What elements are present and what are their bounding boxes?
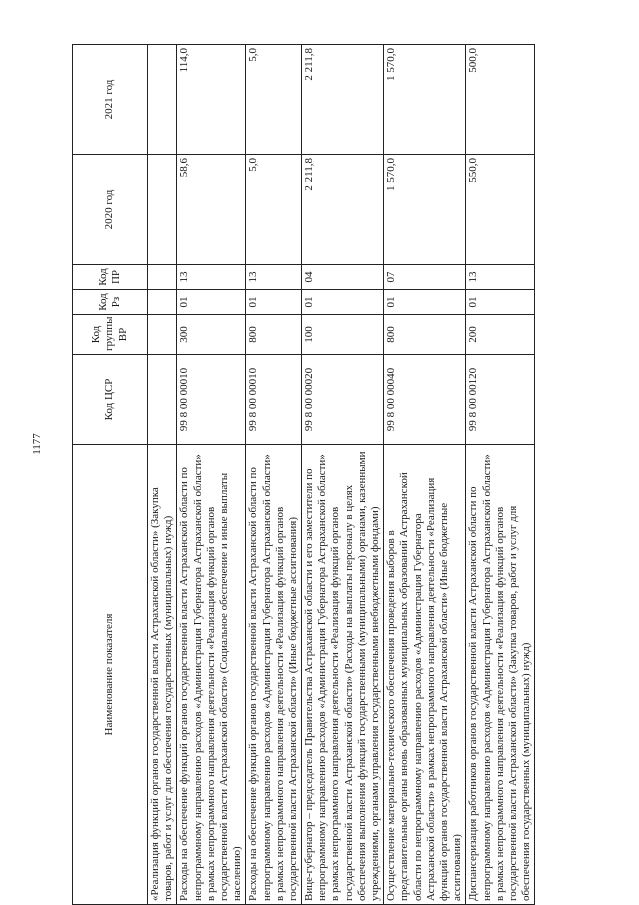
- row-csr: 99 8 00 00040: [384, 355, 466, 445]
- row-rz: 01: [384, 290, 466, 315]
- row-csr: 99 8 00 00010: [246, 355, 302, 445]
- row-2020: 5,0: [246, 155, 302, 265]
- row-pr: 13: [246, 265, 302, 290]
- row-csr: [148, 355, 177, 445]
- table-row: [246, 45, 302, 905]
- row-pr: 07: [384, 265, 466, 290]
- row-pr: 13: [177, 265, 246, 290]
- row-2020: 2 211,8: [302, 155, 384, 265]
- row-pr: 04: [302, 265, 384, 290]
- row-description: Осуществление материально-технического обеспечения проведения выборов в представительные органы вновь образованных муниципальных образований Астраханской области по непрограммному направлению расходов «Администрация Губернатора Астраханской области» в рамках непрограммного направления деятельности «Реализация функций органов государственной власти Астраханской области» (Иные бюджетные ассигнования): [384, 445, 466, 905]
- row-description: Расходы на обеспечение функций органов государственной власти Астраханской области по непрограммному направлению расходов «Администрация Губернатора Астраханской области» в рамках непрограммного направления деятельности «Реализация функций органов государственной власти Астраханской области» (Иные бюджетные ассигнования): [246, 445, 302, 905]
- header-2021: 2021 год: [73, 45, 148, 155]
- row-2020: 58,6: [177, 155, 246, 265]
- row-2021: [148, 45, 177, 155]
- header-csr: Код ЦСР: [73, 355, 148, 445]
- row-vr: 800: [246, 315, 302, 355]
- row-rz: [148, 290, 177, 315]
- row-csr: 99 8 00 00010: [177, 355, 246, 445]
- row-2020: 550,0: [466, 155, 535, 265]
- row-vr: 300: [177, 315, 246, 355]
- row-rz: 01: [302, 290, 384, 315]
- row-csr: 99 8 00 00120: [466, 355, 535, 445]
- row-rz: 01: [246, 290, 302, 315]
- row-2021: 1 570,0: [384, 45, 466, 155]
- row-rz: 01: [466, 290, 535, 315]
- row-description: Расходы на обеспечение функций органов государственной власти Астраханской области по непрограммному направлению расходов «Администрация Губернатора Астраханской области» в рамках непрограммного направления деятельности «Реализация функций органов государственной власти Астраханской области» (Социальное обеспечение и иные выплаты населению): [177, 445, 246, 905]
- row-rz: 01: [177, 290, 246, 315]
- rotated-page-content: [72, 45, 622, 905]
- row-vr: [148, 315, 177, 355]
- row-2020: 1 570,0: [384, 155, 466, 265]
- header-name: Наименование показателя: [73, 445, 148, 905]
- table-row: [148, 45, 177, 905]
- budget-table: [72, 44, 535, 905]
- table-row: [177, 45, 246, 905]
- row-description: Вице-губернатор – председатель Правительства Астраханской области и его заместители по непрограммному направлению расходов «Администрация Губернатора Астраханской области» в рамках непрограммного направления деятельности «Реализация функций органов государственной власти Астраханской области» (Расходы на выплаты персоналу в целях обеспечения выполнения функций государственными (муниципальными) органами, казенными учреждениями, органами управления государственными внебюджетными фондами): [302, 445, 384, 905]
- row-vr: 800: [384, 315, 466, 355]
- row-2021: 5,0: [246, 45, 302, 155]
- header-rz: Код Рз: [73, 290, 148, 315]
- row-2021: 114,0: [177, 45, 246, 155]
- header-2020: 2020 год: [73, 155, 148, 265]
- row-vr: 200: [466, 315, 535, 355]
- row-2021: 500,0: [466, 45, 535, 155]
- row-description: «Реализация функций органов государственной власти Астраханской области» (Закупка товаров, работ и услуг для обеспечения государственных (муниципальных) нужд): [148, 445, 177, 905]
- table-row: [302, 45, 384, 905]
- table-row: [466, 45, 535, 905]
- page-number: 1177: [31, 433, 43, 455]
- row-2021: 2 211,8: [302, 45, 384, 155]
- row-vr: 100: [302, 315, 384, 355]
- row-pr: 13: [466, 265, 535, 290]
- row-2020: [148, 155, 177, 265]
- header-pr: Код ПР: [73, 265, 148, 290]
- row-csr: 99 8 00 00020: [302, 355, 384, 445]
- row-description: Диспансеризация работников органов государственной власти Астраханской области по непрограммному направлению расходов «Администрация Губернатора Астраханской области» в рамках непрограммного направления деятельности «Реализация функций органов государственной власти Астраханской области» (Закупка товаров, работ и услуг для обеспечения государственных (муниципальных) нужд): [466, 445, 535, 905]
- header-vr: Код группы ВР: [73, 315, 148, 355]
- table-row: [384, 45, 466, 905]
- row-pr: [148, 265, 177, 290]
- table-header-row: [73, 45, 148, 905]
